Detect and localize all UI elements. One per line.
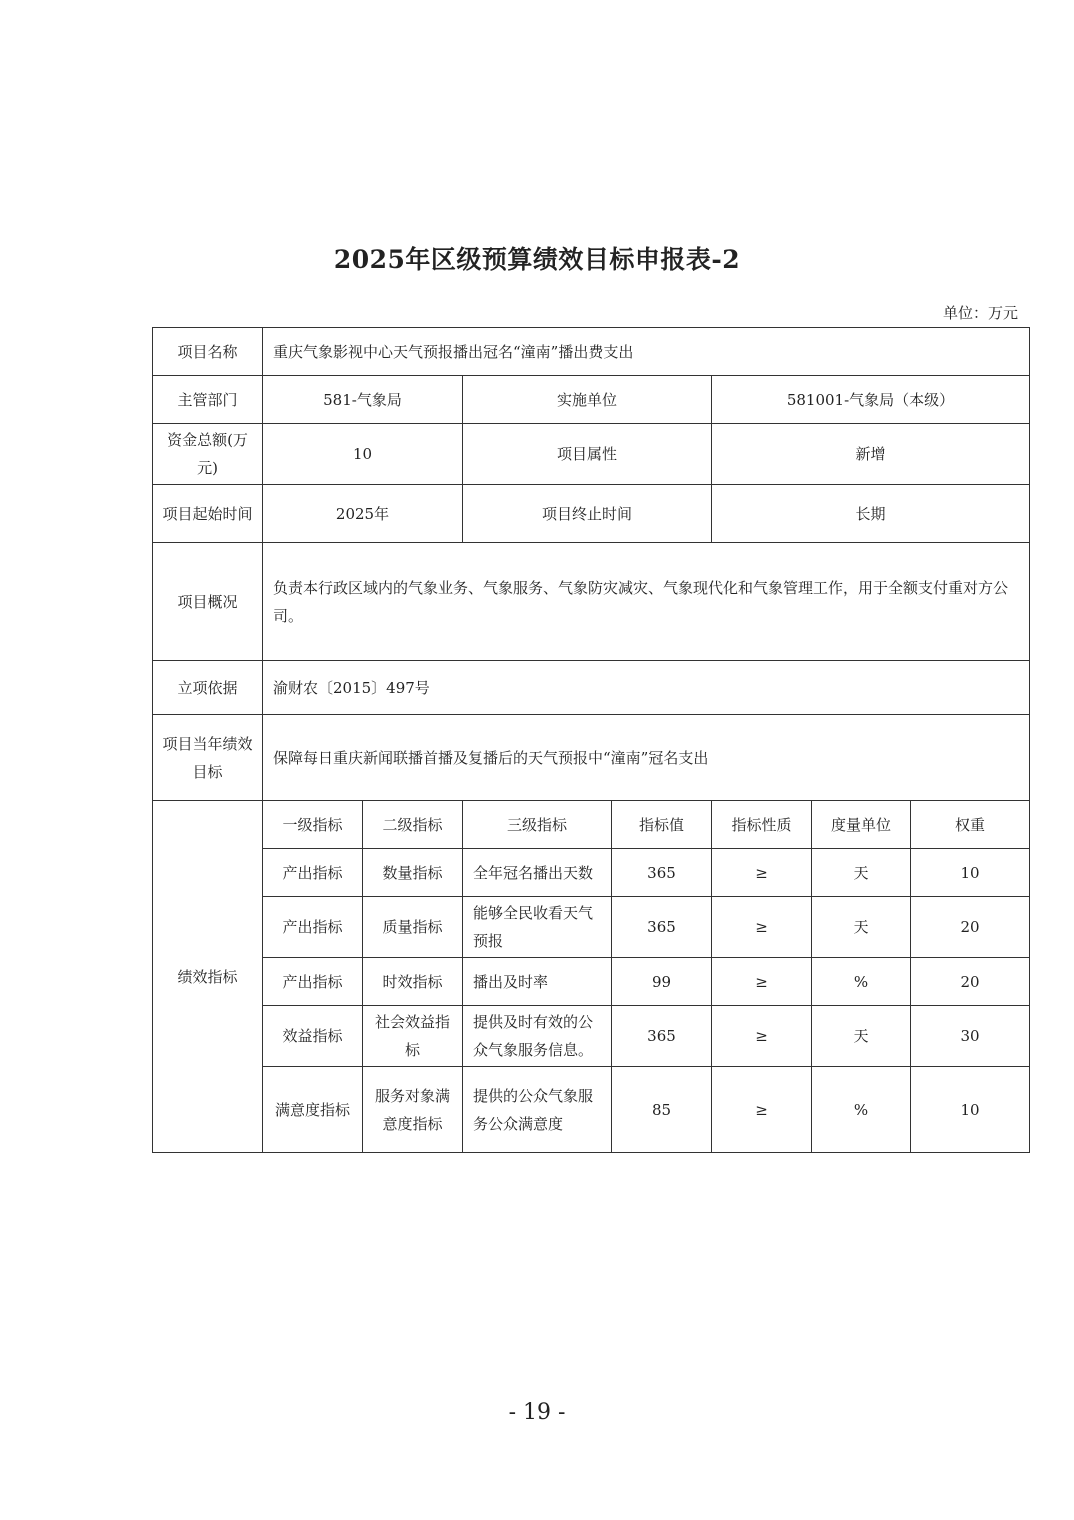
label-project-name: 项目名称 [153,328,263,376]
value-end: 长期 [712,485,1030,543]
metric-level2: 数量指标 [363,849,463,897]
header-level1: 一级指标 [263,801,363,849]
value-attr: 新增 [712,424,1030,485]
metric-nature: ≥ [712,958,812,1006]
value-dept: 581-气象局 [263,376,463,424]
label-basis: 立项依据 [153,661,263,715]
page-number: - 19 - [508,1400,566,1425]
metric-level2: 服务对象满意度指标 [363,1067,463,1153]
metric-level2: 社会效益指标 [363,1006,463,1067]
metric-weight: 10 [911,1067,1030,1153]
metric-row [153,1006,1030,1067]
metric-row [153,897,1030,958]
metric-level3: 全年冠名播出天数 [463,849,612,897]
metric-nature: ≥ [712,1067,812,1153]
budget-performance-table [152,327,1030,1153]
metric-row [153,1067,1030,1153]
metric-value: 365 [612,1006,712,1067]
value-project-name: 重庆气象影视中心天气预报播出冠名“潼南”播出费支出 [263,328,1030,376]
row-fund [153,424,1030,485]
metric-nature: ≥ [712,1006,812,1067]
metric-level3: 提供及时有效的公众气象服务信息。 [463,1006,612,1067]
row-basis [153,661,1030,715]
metric-weight: 20 [911,958,1030,1006]
metric-unit: % [812,958,911,1006]
label-impl: 实施单位 [463,376,712,424]
value-fund: 10 [263,424,463,485]
value-basis: 渝财农〔2015〕497号 [263,661,1030,715]
metric-level1: 产出指标 [263,849,363,897]
unit-note: 单位：万元 [942,304,1018,322]
metric-level2: 时效指标 [363,958,463,1006]
metric-level3: 能够全民收看天气预报 [463,897,612,958]
metric-level3: 播出及时率 [463,958,612,1006]
label-dept: 主管部门 [153,376,263,424]
metric-value: 99 [612,958,712,1006]
metrics-header-row [153,801,1030,849]
metric-unit: 天 [812,897,911,958]
label-start: 项目起始时间 [153,485,263,543]
metric-row [153,849,1030,897]
label-goal: 项目当年绩效目标 [153,715,263,801]
metric-unit: 天 [812,1006,911,1067]
row-period [153,485,1030,543]
label-fund: 资金总额(万元) [153,424,263,485]
header-value: 指标值 [612,801,712,849]
metric-value: 365 [612,849,712,897]
header-level3: 三级指标 [463,801,612,849]
metric-level1: 产出指标 [263,958,363,1006]
label-end: 项目终止时间 [463,485,712,543]
metric-nature: ≥ [712,897,812,958]
metric-weight: 10 [911,849,1030,897]
metric-row [153,958,1030,1006]
value-impl: 581001-气象局（本级） [712,376,1030,424]
value-goal: 保障每日重庆新闻联播首播及复播后的天气预报中“潼南”冠名支出 [263,715,1030,801]
metric-level2: 质量指标 [363,897,463,958]
metric-level1: 效益指标 [263,1006,363,1067]
label-metrics: 绩效指标 [153,801,263,1153]
metric-nature: ≥ [712,849,812,897]
header-nature: 指标性质 [712,801,812,849]
row-department [153,376,1030,424]
metric-level3: 提供的公众气象服务公众满意度 [463,1067,612,1153]
label-overview: 项目概况 [153,543,263,661]
metric-unit: 天 [812,849,911,897]
header-unit: 度量单位 [812,801,911,849]
value-overview: 负责本行政区域内的气象业务、气象服务、气象防灾减灾、气象现代化和气象管理工作，用于全额支付重对方公司。 [263,543,1030,661]
metric-value: 85 [612,1067,712,1153]
metric-weight: 30 [911,1006,1030,1067]
metric-value: 365 [612,897,712,958]
metric-level1: 产出指标 [263,897,363,958]
row-project-name [153,328,1030,376]
document-title: 2025年区级预算绩效目标申报表-2 [333,245,741,274]
header-level2: 二级指标 [363,801,463,849]
metric-weight: 20 [911,897,1030,958]
header-weight: 权重 [911,801,1030,849]
metric-level1: 满意度指标 [263,1067,363,1153]
label-attr: 项目属性 [463,424,712,485]
row-goal [153,715,1030,801]
row-overview [153,543,1030,661]
metric-unit: % [812,1067,911,1153]
value-start: 2025年 [263,485,463,543]
